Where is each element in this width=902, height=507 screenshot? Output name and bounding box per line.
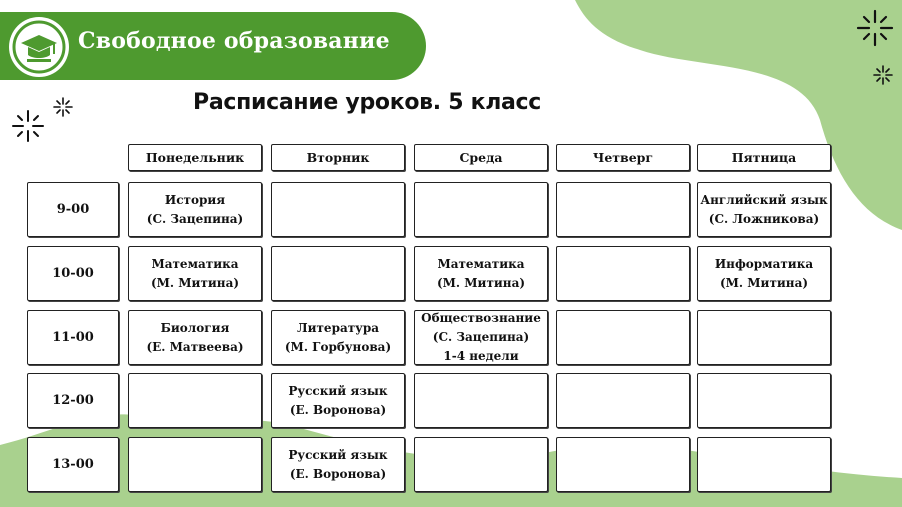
empty-cell xyxy=(556,310,690,365)
subject-name: Информатика xyxy=(714,256,814,271)
teacher-name: (С. Ложникова) xyxy=(708,211,820,226)
time-label: 11-00 xyxy=(52,330,94,345)
teacher-name: (С. Зацепина) xyxy=(432,330,530,344)
empty-cell xyxy=(556,246,690,301)
lesson-cell xyxy=(414,246,548,301)
empty-cell xyxy=(556,373,690,428)
empty-cell xyxy=(128,373,262,428)
page-title: Расписание уроков. 5 класс xyxy=(193,90,542,115)
subject-name: Русский язык xyxy=(288,447,388,462)
time-label: 10-00 xyxy=(52,266,94,281)
lesson-note: 1-4 недели xyxy=(443,349,519,363)
day-header xyxy=(556,144,690,171)
subject-name: Биология xyxy=(160,320,230,335)
subject-name: История xyxy=(164,192,226,207)
empty-cell xyxy=(556,182,690,237)
subject-name: Литература xyxy=(296,320,380,335)
time-label: 9-00 xyxy=(56,202,90,217)
day-label: Пятница xyxy=(731,150,797,165)
lesson-cell xyxy=(271,373,405,428)
teacher-name: (М. Митина) xyxy=(436,275,526,290)
time-slot xyxy=(27,246,119,301)
sparkle-icon xyxy=(855,8,895,48)
graduation-cap-icon xyxy=(9,17,69,77)
teacher-name: (М. Митина) xyxy=(719,275,809,290)
brand-name: Свободное образование xyxy=(78,28,390,54)
subject-name: Обществознание xyxy=(421,311,541,325)
sparkle-icon xyxy=(52,96,74,118)
lesson-cell xyxy=(697,246,831,301)
day-label: Вторник xyxy=(306,150,370,165)
teacher-name: (Е. Матвеева) xyxy=(146,339,244,354)
subject-name: Математика xyxy=(151,256,239,271)
teacher-name: (Е. Воронова) xyxy=(289,402,387,417)
lesson-cell xyxy=(128,182,262,237)
empty-cell xyxy=(414,373,548,428)
empty-cell xyxy=(128,437,262,492)
subject-name: Математика xyxy=(437,256,525,271)
time-slot xyxy=(27,310,119,365)
day-header xyxy=(414,144,548,171)
lesson-cell xyxy=(128,310,262,365)
empty-cell xyxy=(271,246,405,301)
empty-cell xyxy=(697,373,831,428)
time-slot xyxy=(27,373,119,428)
teacher-name: (М. Горбунова) xyxy=(284,339,392,354)
lesson-cell xyxy=(271,437,405,492)
empty-cell xyxy=(414,182,548,237)
time-label: 12-00 xyxy=(52,393,94,408)
sparkle-icon xyxy=(872,64,894,86)
empty-cell xyxy=(414,437,548,492)
empty-cell xyxy=(271,182,405,237)
lesson-cell xyxy=(271,310,405,365)
subject-name: Русский язык xyxy=(288,383,388,398)
empty-cell xyxy=(697,437,831,492)
day-header xyxy=(271,144,405,171)
teacher-name: (С. Зацепина) xyxy=(146,211,244,226)
day-header xyxy=(128,144,262,171)
lesson-cell xyxy=(128,246,262,301)
lesson-cell xyxy=(414,310,548,365)
day-label: Понедельник xyxy=(145,150,245,165)
subject-name: Английский язык xyxy=(700,192,828,207)
sparkle-icon xyxy=(10,108,46,144)
teacher-name: (М. Митина) xyxy=(150,275,240,290)
time-label: 13-00 xyxy=(52,457,94,472)
empty-cell xyxy=(697,310,831,365)
day-label: Среда xyxy=(459,150,503,165)
day-label: Четверг xyxy=(592,150,654,165)
time-slot xyxy=(27,182,119,237)
lesson-cell xyxy=(697,182,831,237)
day-header xyxy=(697,144,831,171)
logo xyxy=(9,17,69,77)
teacher-name: (Е. Воронова) xyxy=(289,466,387,481)
empty-cell xyxy=(556,437,690,492)
time-slot xyxy=(27,437,119,492)
